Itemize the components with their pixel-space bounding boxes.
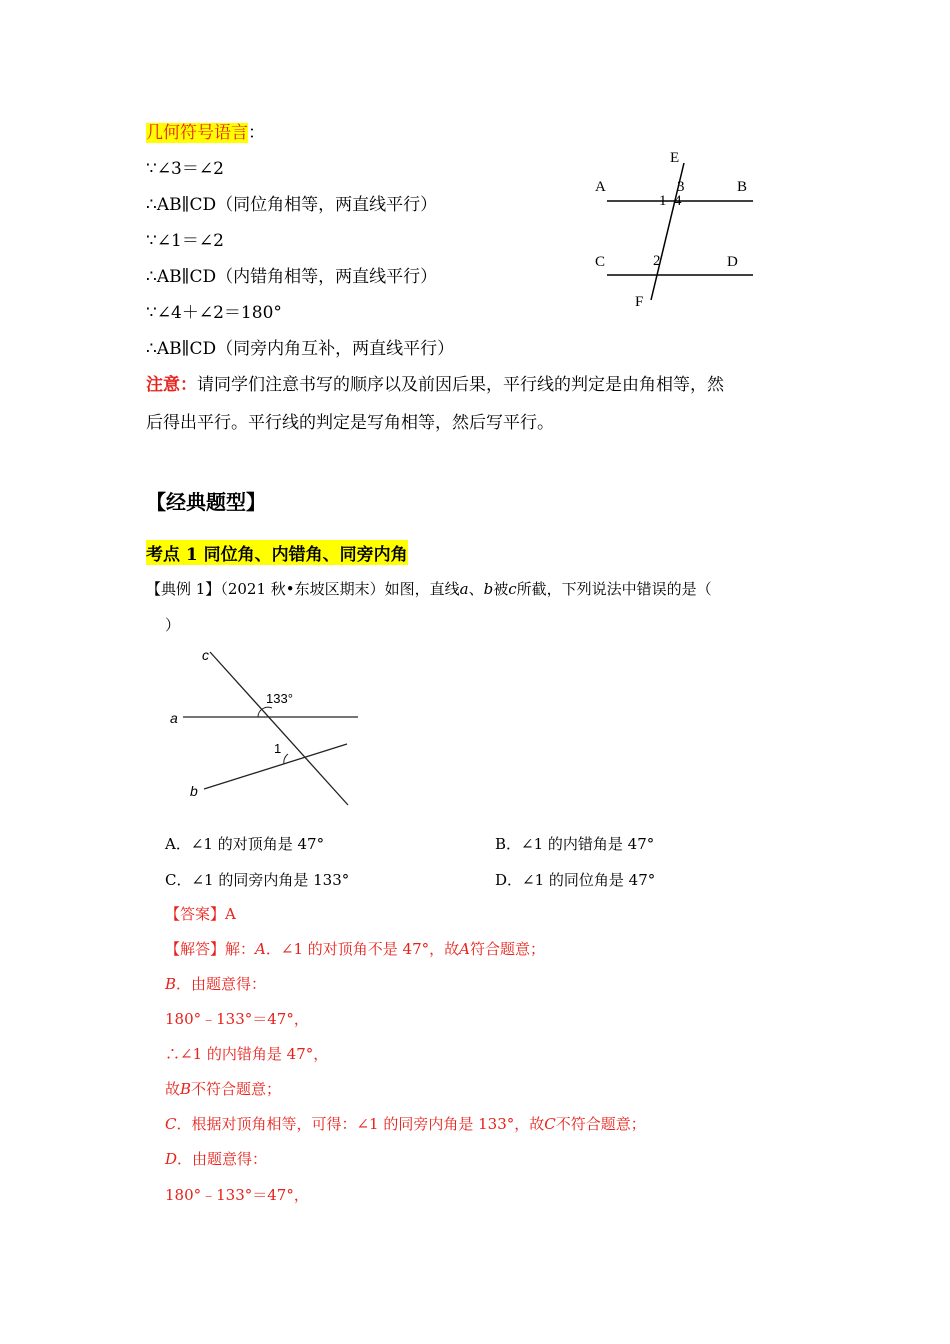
- option-ref-c2: C: [544, 1115, 556, 1133]
- label-1: 1: [659, 193, 667, 209]
- by-text: 被: [493, 580, 509, 598]
- option-ref-c: C: [165, 1115, 177, 1133]
- note-line-1: [146, 370, 724, 395]
- option-ref-a: A: [255, 940, 266, 958]
- option-ref-b: B: [165, 975, 177, 993]
- symbol-heading-line: [146, 118, 265, 143]
- label-4: 4: [674, 193, 682, 209]
- proof-line-4: ∴AB∥CD（内错角相等，两直线平行）: [146, 267, 438, 287]
- proof-line-5: ∵∠4＋∠2＝180°: [146, 303, 282, 323]
- analysis-a-text: ．∠1 的对顶角不是 47°，故: [265, 940, 460, 958]
- proof-line-6: ∴AB∥CD（同旁内角互补，两直线平行）: [146, 339, 455, 359]
- option-ref-a2: A: [459, 940, 470, 958]
- answer-tag: 【答案】: [165, 905, 226, 923]
- label-c-line: c: [202, 647, 209, 663]
- note-line-2: 后得出平行。平行线的判定是写角相等，然后写平行。: [146, 413, 554, 433]
- example-source: （2021 秋•东坡区期末）如图，直线: [220, 580, 460, 598]
- angle-1-label: 1: [274, 741, 282, 756]
- symbol-heading: 几何符号语言: [146, 123, 248, 143]
- example-line: [146, 578, 712, 599]
- example-tail: 所截，下列说法中错误的是（: [516, 580, 712, 598]
- analysis-line-1: [165, 938, 545, 959]
- analysis-b-pre: 故: [165, 1080, 181, 1098]
- analysis-a-end: 符合题意；: [469, 940, 545, 958]
- heading-colon: ：: [248, 123, 265, 143]
- analysis-tag: 【解答】: [165, 940, 226, 958]
- analysis-line-2: [165, 973, 266, 994]
- note-text-1: 请同学们注意书写的顺序以及前因后果，平行线的判定是由角相等，然: [197, 375, 724, 395]
- label-3: 3: [677, 179, 685, 195]
- label-d: D: [727, 254, 738, 270]
- kaodian-heading: 考点 1 同位角、内错角、同旁内角: [146, 540, 408, 565]
- label-2: 2: [653, 253, 661, 269]
- label-f: F: [635, 294, 644, 310]
- label-e: E: [670, 150, 680, 166]
- analysis-line-8: 180°﹣133°＝47°，: [165, 1186, 309, 1204]
- note-label: 注意：: [146, 375, 197, 395]
- option-ref-b2: B: [180, 1080, 192, 1098]
- analysis-line-4: ∴∠1 的内错角是 47°，: [165, 1045, 329, 1063]
- analysis-d-text: ．由题意得：: [177, 1150, 268, 1168]
- var-a: a: [459, 580, 469, 598]
- analysis-pre: 解：: [225, 940, 256, 958]
- parallel-lines-figure: [585, 145, 765, 315]
- label-b-line: b: [190, 783, 198, 799]
- option-a: A．∠1 的对顶角是 47°: [165, 835, 325, 853]
- classic-heading: 【经典题型】: [146, 490, 266, 514]
- label-a: A: [595, 179, 606, 195]
- angle-133-label: 133°: [266, 691, 293, 706]
- label-c: C: [595, 254, 606, 270]
- proof-line-1: ∵∠3＝∠2: [146, 159, 224, 179]
- analysis-b-text: ．由题意得：: [176, 975, 267, 993]
- analysis-line-5: [165, 1078, 281, 1099]
- sep: 、: [468, 580, 484, 598]
- option-d: D．∠1 的同位角是 47°: [495, 871, 656, 889]
- label-b: B: [737, 179, 748, 195]
- transversal-figure: [160, 640, 370, 815]
- var-c: c: [508, 580, 517, 598]
- answer-value: A: [225, 905, 236, 923]
- label-a-line: a: [170, 710, 178, 726]
- analysis-line-3: 180°﹣133°＝47°，: [165, 1010, 309, 1028]
- var-b: b: [483, 580, 494, 598]
- option-b: B．∠1 的内错角是 47°: [495, 835, 655, 853]
- analysis-b-end: 不符合题意；: [191, 1080, 282, 1098]
- analysis-c-text: ．根据对顶角相等，可得：∠1 的同旁内角是 133°，故: [176, 1115, 545, 1133]
- option-ref-d: D: [165, 1150, 178, 1168]
- analysis-c-end: 不符合题意；: [555, 1115, 646, 1133]
- analysis-line-7: [165, 1148, 267, 1169]
- analysis-line-6: [165, 1113, 646, 1134]
- answer-line: [165, 903, 236, 924]
- line-c: [210, 652, 348, 805]
- proof-line-3: ∵∠1＝∠2: [146, 231, 224, 251]
- proof-line-2: ∴AB∥CD（同位角相等，两直线平行）: [146, 195, 438, 215]
- option-c: C．∠1 的同旁内角是 133°: [165, 871, 350, 889]
- example-tag: 【典例 1】: [146, 580, 221, 598]
- example-close: ）: [165, 616, 181, 634]
